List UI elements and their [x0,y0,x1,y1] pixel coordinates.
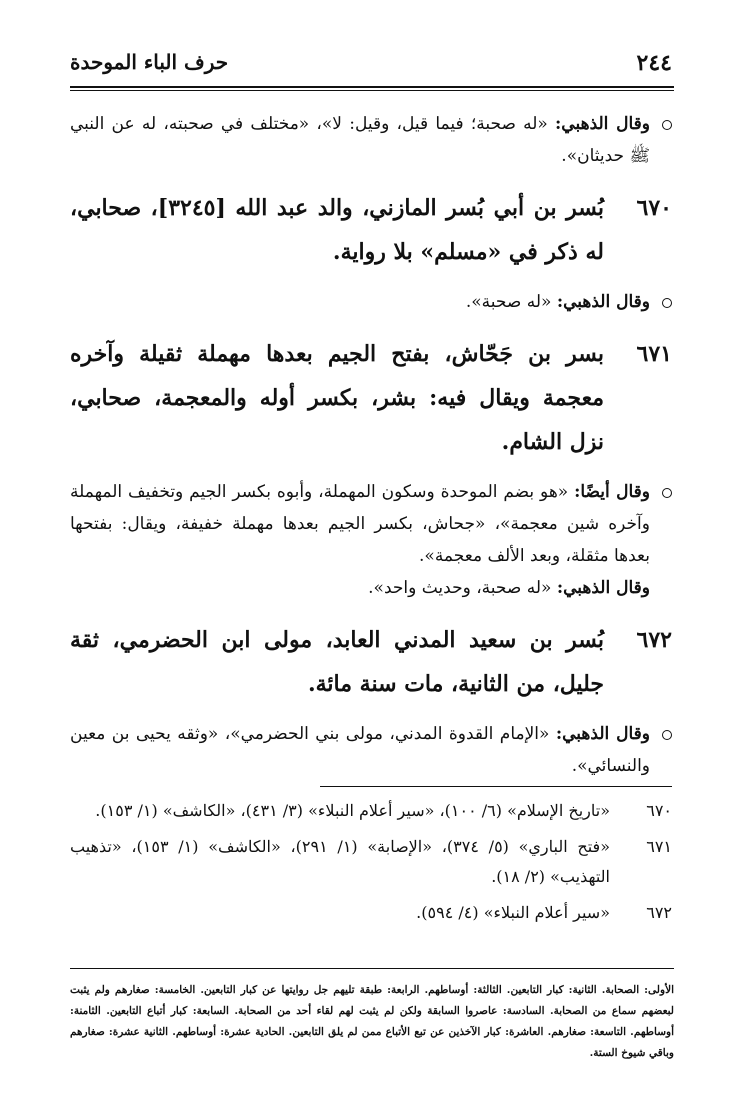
footnote-text: «سير أعلام النبلاء» (٤/ ٥٩٤). [416,903,610,922]
legend-separator [70,968,674,969]
note-label: وقال الذهبي: [555,114,650,134]
page-number: ٢٤٤ [636,50,672,76]
footnote-text: «تاريخ الإسلام» (٦/ ١٠٠)، «سير أعلام النبلاء» (٣/ ٤٣١)، «الكاشف» (١/ ١٥٣). [95,801,610,820]
circle-bullet-icon [662,120,672,130]
note-text: «هو بضم الموحدة وسكون المهملة، وأبوه بكسر الجيم وتخفيف المهملة وآخره شين معجمة»، «جحاش، بكسر الجيم بعدها مهملة خفيفة، ويقال: بفتحها بعدها مثقلة، وبعد الألف معجمة». [70,482,650,566]
footnote-separator [320,786,672,787]
footnote-number: ٦٧٢ [646,903,672,922]
header-rule-thin [70,90,674,91]
entry-672 [70,618,672,706]
note-label: وقال الذهبي: [556,578,650,598]
page-header [70,50,672,80]
entry-671 [70,332,672,464]
note-dhahabi-4 [70,718,672,782]
note-label: وقال الذهبي: [556,292,650,312]
footnote-671 [70,832,672,892]
footnotes [70,796,672,934]
note-also [70,476,672,572]
note-dhahabi-1 [70,108,672,172]
entry-number: ٦٧١ [636,341,672,367]
main-text [70,108,672,796]
circle-bullet-icon [662,298,672,308]
circle-bullet-icon [662,488,672,498]
note-label: وقال أيضًا: [574,482,651,502]
note-text: «له صحبة». [465,292,552,312]
entry-text: بسر بن جَحّاش، بفتح الجيم بعدها مهملة ثقيلة وآخره معجمة ويقال فيه: بشر، بكسر أوله والمعجمة، صحابي، نزل الشام. [70,341,604,455]
note-text: «الإمام القدوة المدني، مولى بني الحضرمي»، «وثقه يحيى بن معين والنسائي». [70,724,650,776]
footnote-number: ٦٧١ [646,837,672,856]
note-text: «له صحبة؛ فيما قيل، وقيل: لا»، «مختلف في صحبته، له عن النبي ﷺ حديثان». [70,114,650,166]
note-dhahabi-2 [70,286,672,318]
entry-number: ٦٧٢ [636,627,672,653]
entry-text: بُسر بن سعيد المدني العابد، مولى ابن الحضرمي، ثقة جليل، من الثانية، مات سنة مائة. [70,627,604,697]
entry-670 [70,186,672,274]
header-rule [70,86,674,88]
footnote-number: ٦٧٠ [646,801,672,820]
footnote-text: «فتح الباري» (٥/ ٣٧٤)، «الإصابة» (١/ ٢٩١)، «الكاشف» (١/ ١٥٣)، «تذهيب التهذيب» (٢/ ١٨). [70,837,610,886]
note-text: «له صحبة، وحديث واحد». [368,578,552,598]
footnote-670 [70,796,672,826]
circle-bullet-icon [662,730,672,740]
note-label: وقال الذهبي: [555,724,651,744]
running-title: حرف الباء الموحدة [70,50,229,74]
entry-number: ٦٧٠ [636,195,672,221]
tabaqat-legend: الأولى: الصحابة. الثانية: كبار التابعين. الثالثة: أوساطهم. الرابعة: طبقة تليهم جل روايتها عن كبار التابعين. الخامسة: صغارهم ولم يثبت لبعضهم سماع من الصحابة. السادسة: عاصروا السابقة ولكن لم يثبت لهم لقاء أحد من الصحابة. السابعة: كبار أتباع التابعين. الثامنة: أوساطهم. التاسعة: صغارهم. العاشرة: كبار الآخذين عن تبع الأتباع ممن لم يلق التابعين. الحادية عشرة: أوساطهم. الثانية عشرة: صغارهم وباقي شيوخ الستة. [70,984,674,1059]
footnote-672 [70,898,672,928]
note-dhahabi-3 [70,572,672,604]
entry-text: بُسر بن أبي بُسر المازني، والد عبد الله [٣٢٤٥]، صحابي، له ذكر في «مسلم» بلا رواية. [70,195,604,265]
